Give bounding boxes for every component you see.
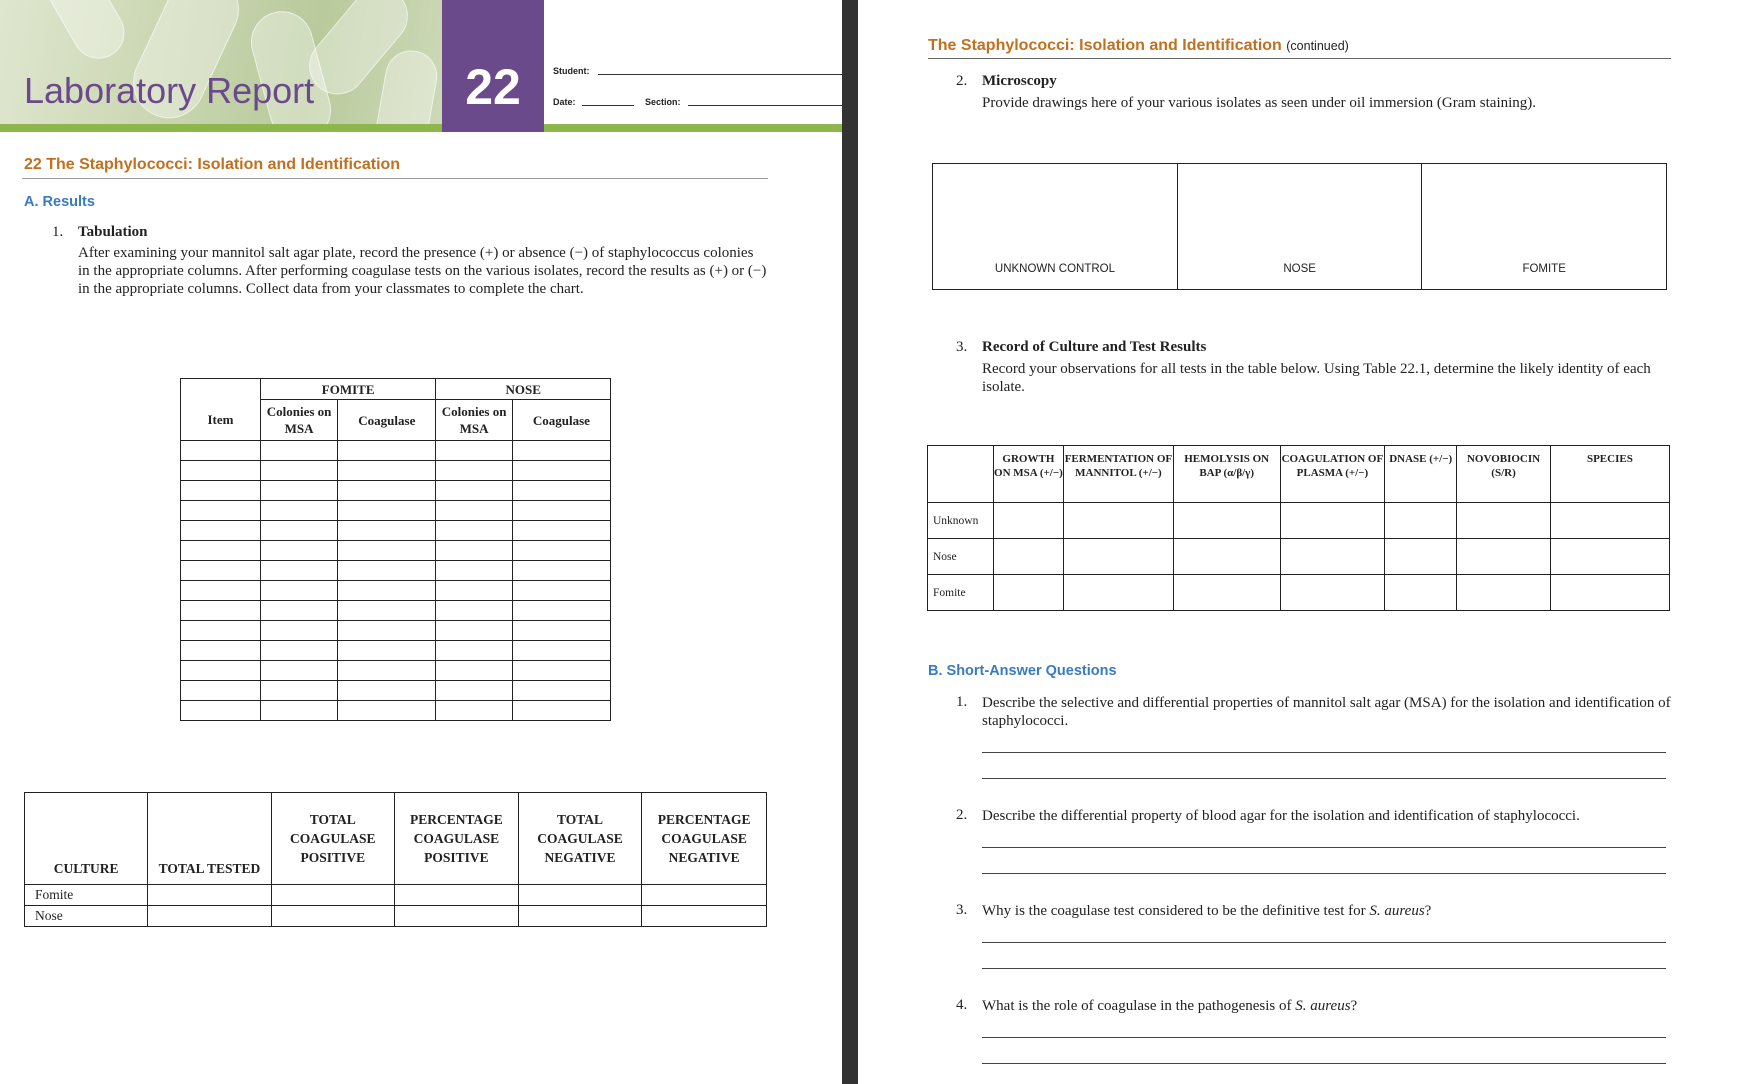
table-row — [181, 521, 611, 541]
table-cell[interactable] — [436, 521, 512, 541]
table-cell[interactable] — [271, 885, 395, 906]
student-field[interactable] — [598, 74, 842, 75]
table-cell[interactable] — [338, 541, 436, 561]
table-cell[interactable] — [1064, 539, 1174, 575]
microscopy-instructions: Provide drawings here of your various isolates as seen under oil immersion (Gram staining). — [982, 95, 1537, 111]
table-cell[interactable] — [338, 601, 436, 621]
table-cell[interactable] — [181, 601, 261, 621]
header-nose: NOSE — [436, 379, 611, 400]
table-cell[interactable] — [338, 561, 436, 581]
table-cell[interactable] — [518, 906, 642, 927]
table-cell[interactable] — [1550, 539, 1669, 575]
table-cell[interactable] — [181, 621, 261, 641]
table-cell[interactable] — [512, 481, 610, 501]
table-cell[interactable] — [181, 521, 261, 541]
student-label: Student: — [553, 66, 590, 76]
table-cell[interactable] — [512, 641, 610, 661]
table-cell[interactable] — [260, 561, 337, 581]
table-cell[interactable] — [181, 501, 261, 521]
continued-suffix: (continued) — [1286, 39, 1349, 53]
table-cell[interactable] — [642, 885, 767, 906]
microscopy-heading: Microscopy — [982, 73, 1057, 89]
table-cell[interactable] — [338, 641, 436, 661]
tabulation-number: 1. — [52, 224, 64, 240]
table-cell[interactable] — [512, 621, 610, 641]
q3-text-pre: Why is the coagulase test considered to be the definitive test for — [982, 903, 1370, 919]
table-row — [181, 681, 611, 701]
table-cell[interactable] — [181, 701, 261, 721]
header-growth-msa: GROWTH ON MSA (+/−) — [993, 446, 1064, 503]
chapter-number: 22 — [465, 59, 521, 115]
drawing-box-fomite[interactable]: FOMITE — [1422, 164, 1667, 290]
q3-number: 3. — [956, 902, 968, 918]
table-cell[interactable] — [1457, 575, 1551, 611]
table-cell[interactable] — [260, 441, 337, 461]
q3-answer-line[interactable] — [982, 968, 1666, 969]
q3-answer-line[interactable] — [982, 942, 1666, 943]
table-cell[interactable] — [436, 601, 512, 621]
green-divider — [0, 124, 442, 132]
table-cell[interactable] — [338, 621, 436, 641]
table-row — [928, 575, 1670, 611]
table-row — [181, 441, 611, 461]
table-cell[interactable] — [436, 661, 512, 681]
table-row — [181, 641, 611, 661]
q4-species: S. aureus — [1295, 998, 1351, 1014]
section-rule — [22, 178, 768, 179]
continued-title — [928, 37, 1349, 55]
header-coagulase: Coagulase — [338, 400, 436, 441]
table-cell[interactable] — [338, 701, 436, 721]
row-label: Fomite — [928, 575, 994, 611]
green-divider — [544, 124, 842, 132]
table-row — [181, 601, 611, 621]
table-cell[interactable] — [512, 661, 610, 681]
table-cell[interactable] — [1385, 575, 1457, 611]
table-cell[interactable] — [436, 701, 512, 721]
q4-answer-line[interactable] — [982, 1063, 1666, 1064]
table-cell[interactable] — [181, 561, 261, 581]
table-cell[interactable] — [436, 681, 512, 701]
table-cell[interactable] — [1385, 503, 1457, 539]
table-cell[interactable] — [260, 581, 337, 601]
table-row — [181, 561, 611, 581]
table-header-blank — [181, 379, 261, 400]
table-row — [25, 906, 767, 927]
drawing-box-unknown-control[interactable]: UNKNOWN CONTROL — [933, 164, 1178, 290]
header-total-tested: TOTAL TESTED — [148, 793, 271, 885]
table-cell[interactable] — [260, 501, 337, 521]
tabulation-table — [180, 378, 611, 721]
table-cell[interactable] — [338, 521, 436, 541]
q3-text — [982, 902, 1672, 920]
table-cell[interactable] — [512, 541, 610, 561]
table-cell[interactable] — [181, 541, 261, 561]
summary-table — [24, 792, 767, 927]
table-cell[interactable] — [260, 701, 337, 721]
header-hemolysis: HEMOLYSIS ON BAP (α/β/γ) — [1173, 446, 1280, 503]
table-row — [181, 581, 611, 601]
q4-answer-line[interactable] — [982, 1037, 1666, 1038]
table-row — [181, 501, 611, 521]
lab-report-title: Laboratory Report — [24, 70, 315, 111]
row-label: Nose — [928, 539, 994, 575]
table-cell[interactable] — [1457, 503, 1551, 539]
header-colonies-msa: Colonies on MSA — [260, 400, 337, 441]
table-cell[interactable] — [512, 561, 610, 581]
table-cell[interactable] — [181, 461, 261, 481]
table-cell[interactable] — [436, 561, 512, 581]
table-cell[interactable] — [338, 481, 436, 501]
table-cell[interactable] — [518, 885, 642, 906]
row-label-fomite: Fomite — [25, 885, 148, 906]
table-row — [181, 541, 611, 561]
q4-text — [982, 997, 1672, 1015]
table-cell[interactable] — [512, 681, 610, 701]
header-fomite: FOMITE — [260, 379, 436, 400]
table-cell[interactable] — [512, 441, 610, 461]
table-row — [928, 539, 1670, 575]
table-cell[interactable] — [260, 621, 337, 641]
record-instructions: Record your observations for all tests in the table below. Using Table 22.1, determine the likely identity of each isolate. — [982, 361, 1651, 395]
table-row — [181, 701, 611, 721]
row-label-nose: Nose — [25, 906, 148, 927]
header-pct-coag-pos: PERCENTAGE COAGULASE POSITIVE — [395, 793, 519, 885]
record-number: 3. — [956, 339, 968, 355]
table-cell[interactable] — [436, 461, 512, 481]
table-cell[interactable] — [338, 681, 436, 701]
header-culture: CULTURE — [25, 793, 148, 885]
table-cell[interactable] — [260, 641, 337, 661]
table-cell[interactable] — [260, 521, 337, 541]
table-row — [928, 503, 1670, 539]
date-field[interactable] — [582, 105, 634, 106]
table-cell[interactable] — [338, 461, 436, 481]
table-cell[interactable] — [338, 441, 436, 461]
microscopy-drawing-table — [932, 163, 1667, 290]
header-total-coag-neg: TOTAL COAGULASE NEGATIVE — [518, 793, 642, 885]
table-row — [181, 461, 611, 481]
table-cell[interactable] — [260, 661, 337, 681]
table-cell[interactable] — [181, 441, 261, 461]
q4-text-pre: What is the role of coagulase in the pathogenesis of — [982, 998, 1296, 1014]
table-row — [25, 885, 767, 906]
drawing-box-nose[interactable]: NOSE — [1177, 164, 1421, 290]
title-rule — [928, 58, 1671, 59]
header-novobiocin: NOVOBIOCIN (S/R) — [1457, 446, 1551, 503]
table-cell[interactable] — [260, 481, 337, 501]
table-cell[interactable] — [993, 575, 1064, 611]
record-heading: Record of Culture and Test Results — [982, 339, 1207, 355]
page-gutter — [842, 0, 858, 1084]
q1-number: 1. — [956, 694, 968, 710]
table-cell[interactable] — [1457, 539, 1551, 575]
table-cell[interactable] — [512, 581, 610, 601]
results-heading: A. Results — [24, 194, 95, 210]
table-cell[interactable] — [260, 461, 337, 481]
table-cell[interactable] — [436, 581, 512, 601]
table-cell[interactable] — [436, 641, 512, 661]
table-cell[interactable] — [260, 541, 337, 561]
table-cell[interactable] — [1173, 575, 1280, 611]
table-cell[interactable] — [436, 481, 512, 501]
table-cell[interactable] — [271, 906, 395, 927]
header-dnase: DNASE (+/−) — [1385, 446, 1457, 503]
q2-text: Describe the differential property of blood agar for the isolation and identification of staphylococci. — [982, 808, 1580, 824]
section-field[interactable] — [688, 105, 842, 106]
continued-title-text: The Staphylococci: Isolation and Identification — [928, 37, 1282, 54]
table-cell[interactable] — [512, 501, 610, 521]
table-cell[interactable] — [1550, 503, 1669, 539]
table-cell[interactable] — [1064, 503, 1174, 539]
table-row — [181, 621, 611, 641]
table-cell[interactable] — [512, 701, 610, 721]
table-cell[interactable] — [181, 581, 261, 601]
table-cell[interactable] — [1550, 575, 1669, 611]
q4-number: 4. — [956, 997, 968, 1013]
header-coagulase: Coagulase — [512, 400, 610, 441]
q1-text: Describe the selective and differential properties of mannitol salt agar (MSA) for the isolation and identification of staphylococci. — [982, 695, 1671, 729]
results-record-table — [927, 445, 1670, 611]
table-cell[interactable] — [1173, 503, 1280, 539]
microscopy-number: 2. — [956, 73, 968, 89]
q2-answer-line[interactable] — [982, 873, 1666, 874]
table-cell[interactable] — [181, 481, 261, 501]
short-answer-heading: B. Short-Answer Questions — [928, 663, 1117, 679]
header-total-coag-pos: TOTAL COAGULASE POSITIVE — [271, 793, 395, 885]
table-cell[interactable] — [148, 906, 271, 927]
table-cell[interactable] — [181, 641, 261, 661]
q4-text-post: ? — [1350, 998, 1358, 1014]
table-row — [181, 481, 611, 501]
row-label: Unknown — [928, 503, 994, 539]
table-cell[interactable] — [1064, 575, 1174, 611]
table-cell[interactable] — [436, 541, 512, 561]
table-cell[interactable] — [436, 621, 512, 641]
q1-answer-line[interactable] — [982, 752, 1666, 753]
q2-answer-line[interactable] — [982, 847, 1666, 848]
table-cell[interactable] — [1385, 539, 1457, 575]
table-cell[interactable] — [338, 581, 436, 601]
table-cell[interactable] — [260, 601, 337, 621]
table-cell[interactable] — [395, 906, 519, 927]
tabulation-heading: Tabulation — [78, 224, 148, 240]
table-cell[interactable] — [436, 501, 512, 521]
q1-answer-line[interactable] — [982, 778, 1666, 779]
table-cell[interactable] — [181, 681, 261, 701]
table-cell[interactable] — [1280, 575, 1384, 611]
table-cell[interactable] — [338, 501, 436, 521]
table-cell[interactable] — [512, 521, 610, 541]
header-species: SPECIES — [1550, 446, 1669, 503]
date-label: Date: — [553, 97, 576, 107]
table-cell[interactable] — [1280, 503, 1384, 539]
q2-number: 2. — [956, 807, 968, 823]
table-cell[interactable] — [1173, 539, 1280, 575]
table-cell[interactable] — [512, 601, 610, 621]
section-title: 22 The Staphylococci: Isolation and Identification — [24, 156, 401, 173]
table-row — [181, 661, 611, 681]
section-label: Section: — [645, 97, 681, 107]
table-cell[interactable] — [181, 661, 261, 681]
q3-text-post: ? — [1424, 903, 1432, 919]
table-cell[interactable] — [512, 461, 610, 481]
header-coagulation: COAGULATION OF PLASMA (+/−) — [1280, 446, 1384, 503]
table-cell[interactable] — [338, 661, 436, 681]
table-cell[interactable] — [993, 539, 1064, 575]
header-item: Item — [181, 400, 261, 441]
table-cell[interactable] — [642, 906, 767, 927]
header-blank — [928, 446, 994, 503]
q3-species: S. aureus — [1369, 903, 1425, 919]
header-pct-coag-neg: PERCENTAGE COAGULASE NEGATIVE — [642, 793, 767, 885]
table-cell[interactable] — [260, 681, 337, 701]
table-cell[interactable] — [395, 885, 519, 906]
table-cell[interactable] — [148, 885, 271, 906]
header-colonies-msa: Colonies on MSA — [436, 400, 512, 441]
tabulation-instructions: After examining your mannitol salt agar plate, record the presence (+) or absence (−) of staphylococcus colonies in the appropriate columns. After performing coagulase tests on the various isolates, record the results as (+) or (−) in the appropriate columns. Collect data from your classmates to complete the chart. — [78, 245, 767, 297]
table-cell[interactable] — [1280, 539, 1384, 575]
header-fermentation: FERMENTATION OF MANNITOL (+/−) — [1064, 446, 1174, 503]
table-cell[interactable] — [993, 503, 1064, 539]
table-cell[interactable] — [436, 441, 512, 461]
